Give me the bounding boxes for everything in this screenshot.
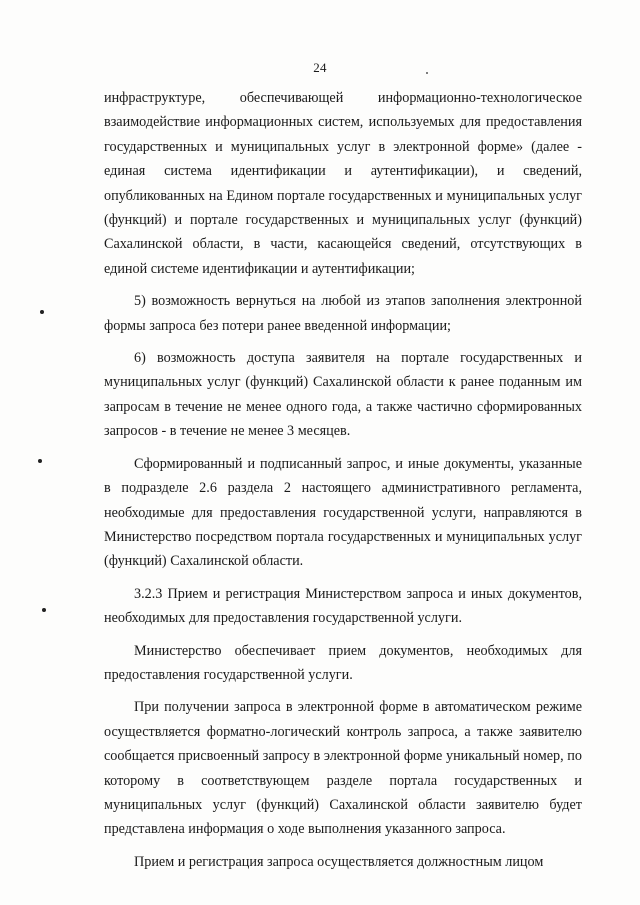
paragraph-continuation: инфраструктуре, обеспечивающей информационно-технологическое взаимодействие информационных систем, используемых для предоставления государственных и муниципальных услуг в электронной форме» (далее - единая система идентификации и аутентификации), и сведений, опубликованных на Едином портале государственных и муниципальных услуг (функций) и портале государственных и муниципальных услуг (функций) Сахалинской области, в части, касающейся сведений, отсутствующих в единой системе идентификации и аутентификации;: [104, 90, 582, 277]
section-heading-3-2-3: 3.2.3 Прием и регистрация Министерством запроса и иных документов, необходимых для предоставления государственной услуги.: [104, 585, 582, 627]
paragraph-electronic-request: При получении запроса в электронной форме в автоматическом режиме осуществляется форматно-логический контроль запроса, а также заявителю сообщается присвоенный запросу в электронной форме уникальный номер, по которому в соответствующем разделе портала государственных и муниципальных услуг (функций) Сахалинской области заявителю будет представлена информация о ходе выполнения указанного запроса.: [104, 699, 582, 838]
document-body: [104, 86, 582, 882]
page-number: 24: [313, 60, 327, 75]
scan-mark: [38, 459, 42, 463]
paragraph-registration: Прием и регистрация запроса осуществляется должностным лицом: [134, 853, 544, 870]
scan-speck: [426, 72, 428, 74]
scan-mark: [42, 608, 46, 612]
paragraph-submission: Сформированный и подписанный запрос, и иные документы, указанные в подразделе 2.6 раздела 2 настоящего административного регламента, необходимые для предоставления государственной услуги, направляются в Министерство посредством портала государственных и муниципальных услуг (функций) Сахалинской области.: [104, 455, 582, 570]
paragraph-item-5: 5) возможность вернуться на любой из этапов заполнения электронной формы запроса без потери ранее введенной информации;: [104, 293, 582, 334]
paragraph-item-6: 6) возможность доступа заявителя на портале государственных и муниципальных услуг (функций) Сахалинской области к ранее поданным им запросам в течение не менее одного года, а также частично сформированных запросов - в течение не менее 3 месяцев.: [104, 350, 582, 440]
paragraph-ministry-reception: Министерство обеспечивает прием документов, необходимых для предоставления государственной услуги.: [104, 642, 582, 683]
scan-mark: [40, 310, 44, 314]
